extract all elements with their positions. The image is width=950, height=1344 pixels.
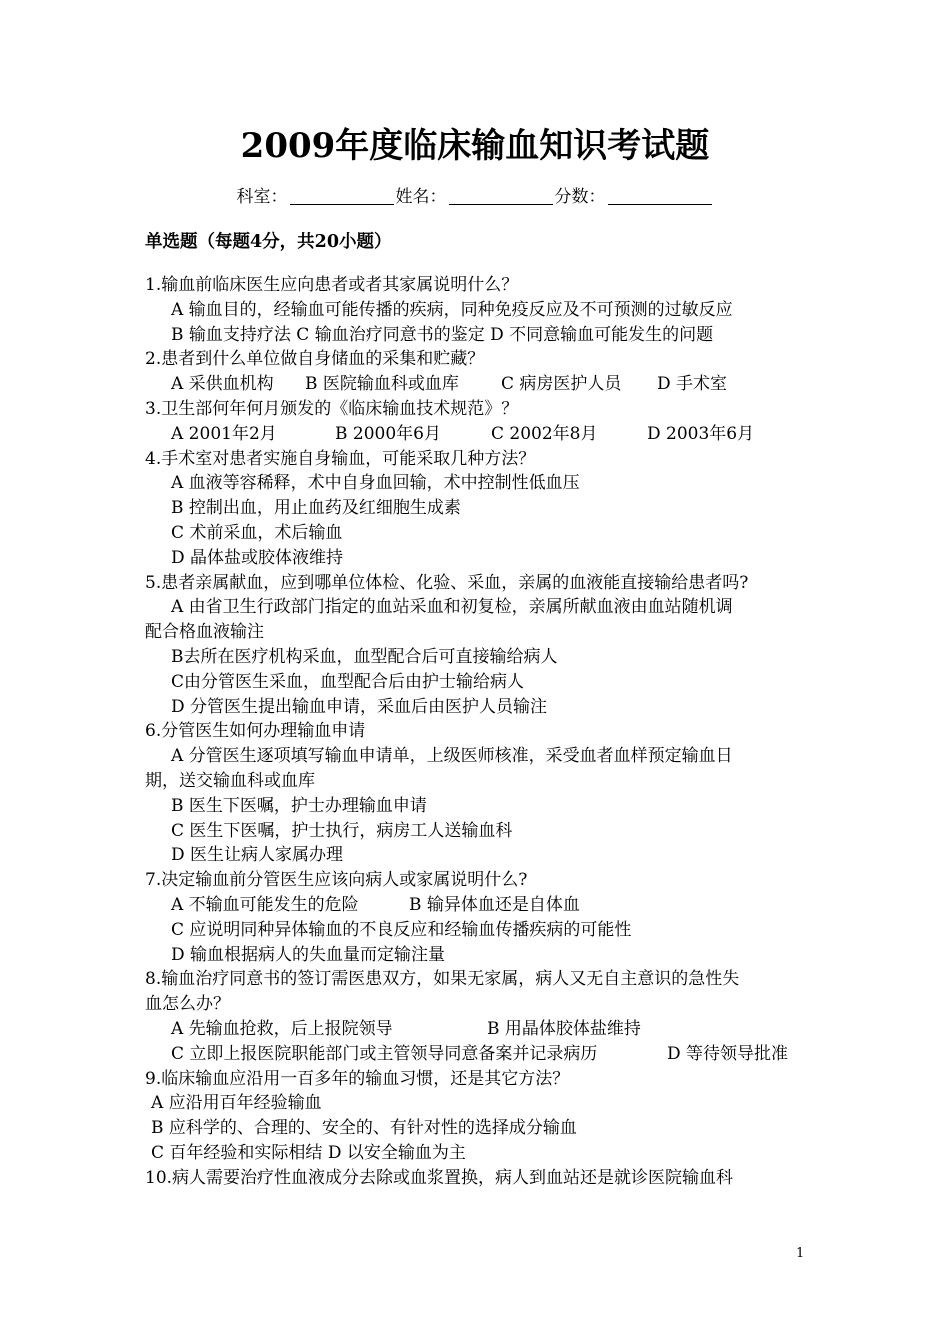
q2-option-d: D 手术室 [657, 374, 728, 395]
q2-options [145, 372, 815, 397]
q7-option-b: B 输异体血还是自体血 [409, 894, 580, 915]
q8-option-b: B 用晶体胶体盐维持 [487, 1018, 641, 1039]
q6-option-a-cont: 期，送交输血科或血库 [145, 770, 315, 791]
q8-option-d: D 等待领导批准 [667, 1043, 789, 1064]
q5-option-b: B去所在医疗机构采血，血型配合后可直接输给病人 [171, 646, 558, 667]
question-4: 4.手术室对患者实施自身输血，可能采取几种方法？ [145, 448, 536, 469]
header-fields [0, 182, 950, 207]
q7-options-ab [145, 893, 815, 918]
q2-option-b: B 医院输血科或血库 [305, 374, 459, 395]
q8-options-cd [145, 1042, 815, 1067]
q1-options-bcd: B 输血支持疗法 C 输血治疗同意书的鉴定 D 不同意输血可能发生的问题 [171, 324, 714, 345]
q4-option-b: B 控制出血，用止血药及红细胞生成素 [171, 498, 461, 519]
question-7: 7.决定输血前分管医生应该向病人或家属说明什么? [145, 870, 528, 891]
q6-option-d: D 医生让病人家属办理 [171, 845, 344, 866]
q5-option-a: A 由省卫生行政部门指定的血站采血和初复检，亲属所献血液由血站随机调 [171, 597, 733, 618]
q7-option-d: D 输血根据病人的失血量而定输注量 [171, 944, 446, 965]
q4-option-d: D 晶体盐或胶体液维持 [171, 547, 344, 568]
score-blank [608, 186, 712, 205]
question-3: 3.卫生部何年何月颁发的《临床输血技术规范》？ [145, 398, 519, 419]
q3-option-a: A 2001年2月 [171, 423, 277, 444]
name-blank [449, 186, 553, 205]
page-number: 1 [796, 1246, 805, 1261]
q6-option-b: B 医生下医嘱，护士办理输血申请 [171, 795, 427, 816]
section-title: 单选题（每题4分，共20小题） [145, 232, 392, 252]
q2-option-c: C 病房医护人员 [501, 374, 622, 395]
q5-option-a-cont: 配合格血液输注 [145, 622, 264, 643]
q2-option-a: A 采供血机构 [171, 374, 274, 395]
q9-option-a: A 应沿用百年经验输血 [151, 1093, 322, 1114]
question-8: 8.输血治疗同意书的签订需医患双方，如果无家属，病人又无自主意识的急性失 [145, 969, 740, 990]
question-10: 10.病人需要治疗性血液成分去除或血浆置换，病人到血站还是就诊医院输血科 [145, 1167, 734, 1188]
name-label: 姓名： [395, 187, 447, 207]
question-1: 1.输血前临床医生应向患者或者其家属说明什么？ [145, 275, 519, 295]
q5-option-d: D 分管医生提出输血申请，采血后由医护人员输注 [171, 696, 548, 717]
question-2: 2.患者到什么单位做自身储血的采集和贮藏？ [145, 349, 485, 370]
question-5: 5.患者亲属献血，应到哪单位体检、化验、采血，亲属的血液能直接输给患者吗? [145, 572, 749, 593]
q8-options-ab [145, 1017, 815, 1042]
question-8-cont: 血怎么办？ [145, 994, 230, 1015]
q9-option-b: B 应科学的、合理的、安全的、有针对性的选择成分输血 [151, 1118, 577, 1139]
dept-label: 科室： [236, 187, 288, 207]
q3-options [145, 422, 815, 447]
question-list [145, 273, 815, 1190]
q9-options-cd: C 百年经验和实际相结 D 以安全输血为主 [151, 1142, 466, 1163]
q7-option-a: A 不输血可能发生的危险 [171, 894, 359, 915]
dept-blank [290, 186, 394, 205]
q6-option-a: A 分管医生逐项填写输血申请单，上级医师核准，采受血者血样预定输血日 [171, 746, 733, 767]
q3-option-d: D 2003年6月 [647, 423, 755, 444]
page-title: 2009年度临床输血知识考试题 [240, 126, 710, 166]
q3-option-c: C 2002年8月 [491, 423, 598, 444]
q8-option-c: C 立即上报医院职能部门或主管领导同意备案并记录病历 [171, 1043, 598, 1064]
q4-option-a: A 血液等容稀释，术中自身血回输，术中控制性低血压 [171, 473, 580, 494]
score-label: 分数： [554, 187, 606, 207]
question-6: 6.分管医生如何办理输血申请 [145, 721, 366, 742]
q3-option-b: B 2000年6月 [335, 423, 441, 444]
q4-option-c: C 术前采血，术后输血 [171, 522, 343, 543]
q1-option-a: A 输血目的，经输血可能传播的疾病，同种免疫反应及不可预测的过敏反应 [171, 299, 733, 320]
q7-option-c: C 应说明同种异体输血的不良反应和经输血传播疾病的可能性 [171, 919, 632, 940]
question-9: 9.临床输血应沿用一百多年的输血习惯，还是其它方法？ [145, 1068, 570, 1089]
q5-option-c: C由分管医生采血，血型配合后由护士输给病人 [171, 671, 525, 692]
q8-option-a: A 先输血抢救，后上报院领导 [171, 1018, 393, 1039]
q6-option-c: C 医生下医嘱，护士执行，病房工人送输血科 [171, 820, 513, 841]
